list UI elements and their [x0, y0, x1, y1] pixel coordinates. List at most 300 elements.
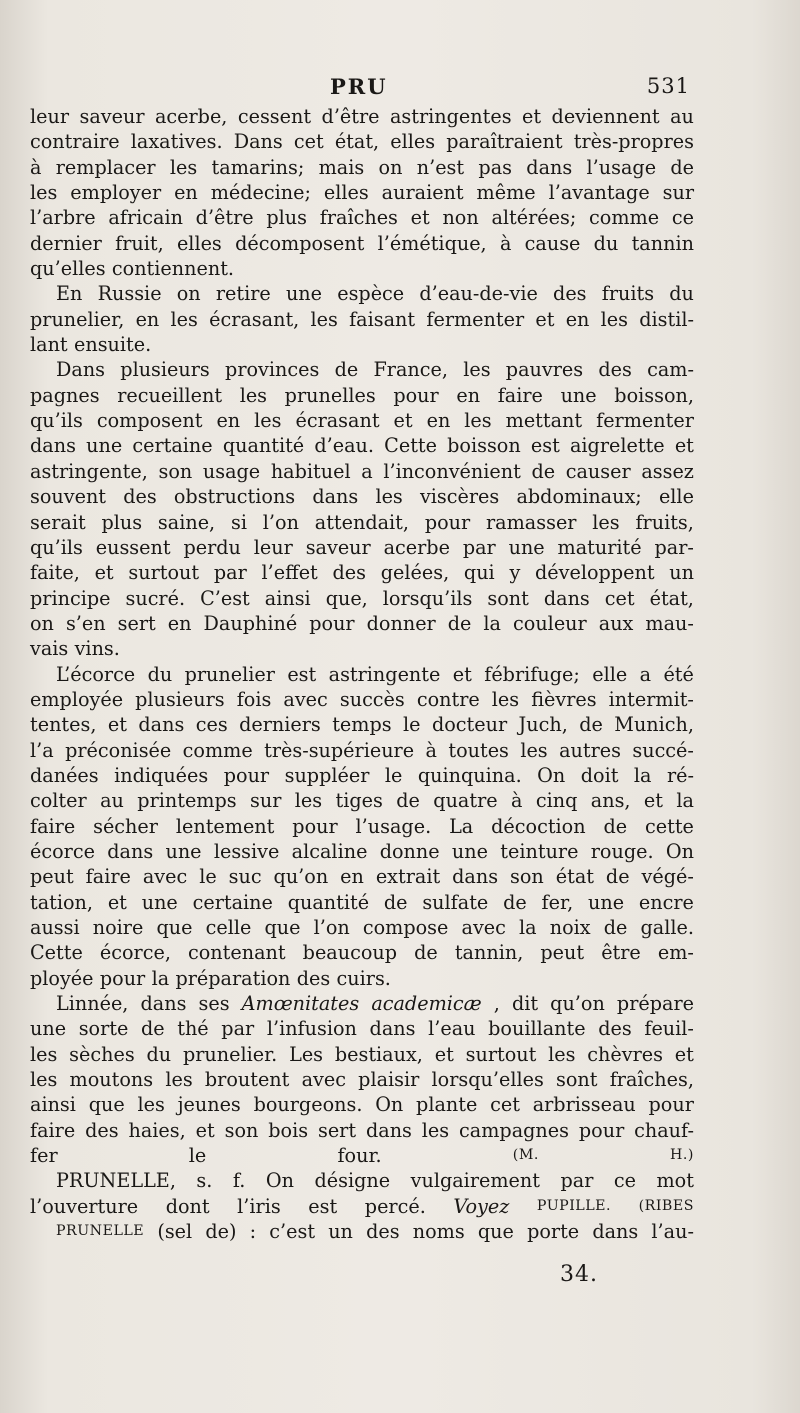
word: campagnes: [459, 1118, 569, 1142]
word: astringente: [328, 662, 441, 686]
text-line: [30, 560, 694, 585]
word: Cette: [30, 941, 83, 965]
word: saveur: [79, 105, 145, 128]
word: et: [674, 1042, 694, 1066]
word: sont: [556, 1068, 598, 1092]
word: en: [340, 865, 364, 889]
word: La: [449, 814, 474, 838]
word: tamarins;: [211, 155, 305, 179]
word: pour: [99, 966, 146, 990]
word: temps: [332, 713, 392, 737]
word: mau-: [645, 611, 694, 635]
text-line: [30, 307, 694, 332]
word: les: [137, 1093, 165, 1117]
text-line: [30, 1194, 694, 1219]
word: lessive: [213, 839, 280, 863]
word: avec: [461, 916, 506, 939]
word: danées: [30, 763, 99, 787]
word: du: [147, 662, 173, 686]
word: Voyez: [453, 1194, 510, 1218]
word: extrait: [375, 865, 441, 889]
word: vins.: [74, 637, 120, 661]
word: son: [158, 459, 193, 483]
word: saveur: [305, 535, 371, 559]
word: dans: [312, 485, 359, 509]
word: sucré.: [125, 586, 186, 610]
word: prépare: [616, 992, 694, 1016]
word: dans: [30, 434, 76, 458]
word: plusieurs: [135, 687, 225, 711]
word: boisson: [447, 434, 521, 458]
word: faire: [30, 814, 76, 838]
word: de: [503, 890, 527, 914]
word: plus: [101, 510, 143, 534]
word: les: [30, 1042, 58, 1066]
word: sert: [117, 611, 156, 635]
word: cuirs.: [336, 966, 391, 990]
word: peut: [540, 941, 585, 965]
word: sur: [250, 789, 282, 813]
word: pas: [478, 155, 512, 179]
word: des: [85, 1118, 119, 1142]
word: dans: [592, 1220, 639, 1244]
word: donner: [366, 611, 436, 635]
word: prunelles: [284, 383, 376, 407]
word: Munich,: [614, 713, 694, 737]
word: qui: [463, 561, 495, 585]
word: fer,: [541, 890, 574, 914]
text-line: [30, 738, 694, 763]
word: provinces: [225, 358, 320, 382]
word: l’iris: [237, 1194, 281, 1218]
word: cet: [604, 586, 635, 610]
word: au: [100, 789, 124, 813]
word: les: [310, 307, 338, 331]
word: :: [249, 1220, 257, 1244]
word: les: [170, 307, 198, 331]
word: Cette: [384, 434, 437, 458]
word: certaine: [132, 434, 213, 458]
word: L’écorce: [56, 662, 136, 686]
word: s.: [196, 1169, 213, 1193]
word: les: [294, 789, 323, 813]
word: des: [296, 966, 331, 990]
word: cette: [645, 814, 694, 838]
word: astringente,: [30, 459, 148, 483]
word: donne: [379, 839, 440, 863]
word: avec: [283, 687, 328, 711]
word: en: [216, 409, 241, 433]
word: de: [414, 941, 438, 965]
text-line: [30, 611, 694, 636]
word: et: [410, 206, 430, 230]
word: Dans: [56, 358, 106, 382]
word: fermenter: [426, 307, 525, 331]
text-line: [30, 940, 694, 965]
word: de: [603, 814, 628, 838]
word: celle: [205, 916, 252, 939]
word: une: [508, 535, 545, 559]
word: dans: [369, 1017, 416, 1041]
word: succès: [339, 687, 405, 711]
word: la: [519, 916, 537, 939]
word: Dans: [233, 130, 283, 154]
word: surtout: [128, 561, 200, 585]
word: les: [600, 307, 628, 331]
word: très-supérieure: [264, 738, 415, 762]
word: l’avantage: [548, 181, 650, 205]
word: la: [151, 966, 170, 990]
word: (sel: [157, 1220, 193, 1244]
word: elles: [176, 231, 222, 255]
word: derniers: [239, 713, 321, 737]
text-line: [30, 763, 694, 788]
word: couleur: [513, 611, 587, 635]
word: dans: [107, 839, 154, 863]
word: cinq: [535, 789, 578, 813]
word: d’eau-de-vie: [419, 282, 538, 306]
word: une: [30, 1017, 67, 1041]
word: le: [199, 865, 217, 889]
word: C’est: [200, 586, 250, 610]
word: fébrifuge;: [484, 662, 580, 686]
word: une: [587, 890, 625, 914]
word: d’être: [195, 206, 254, 230]
text-line: [30, 839, 694, 864]
word: végé-: [641, 865, 694, 889]
word: faire: [497, 383, 543, 407]
word: retire: [215, 282, 271, 306]
word: de: [603, 916, 628, 939]
word: bois: [268, 1118, 309, 1142]
word: paraîtraient: [446, 130, 563, 154]
word: et: [674, 434, 694, 458]
word: contiennent.: [111, 257, 235, 281]
word: dans: [452, 865, 499, 889]
word: c’est: [269, 1220, 316, 1244]
word: tannin,: [454, 941, 524, 965]
word: état,: [649, 586, 694, 610]
word: lorsqu’ils: [382, 586, 473, 610]
text-line: [30, 281, 694, 306]
word: un: [669, 561, 694, 585]
word: et: [643, 789, 663, 813]
word: a: [639, 662, 652, 686]
word: que: [156, 916, 193, 939]
word: qu’on: [550, 992, 605, 1016]
word: (M.: [512, 1147, 539, 1164]
word: pour: [648, 1093, 694, 1117]
body-text: [30, 104, 694, 1244]
word: son: [224, 1118, 259, 1142]
word: On: [375, 1093, 404, 1117]
word: PRUNELLE: [56, 1223, 145, 1240]
word: rouge.: [590, 839, 654, 863]
word: em-: [657, 941, 694, 965]
word: d’être: [321, 105, 380, 128]
text-line: [30, 890, 694, 915]
word: f.: [232, 1169, 246, 1193]
word: vais: [30, 637, 69, 661]
word: habituel: [270, 459, 351, 483]
word: les: [491, 687, 520, 711]
word: faire: [30, 1118, 76, 1142]
word: certaine: [192, 890, 273, 914]
word: aussi: [30, 916, 80, 939]
word: de: [605, 865, 630, 889]
word: les: [239, 383, 268, 407]
word: faite,: [30, 561, 80, 585]
word: que: [477, 1220, 514, 1244]
word: de: [670, 155, 694, 179]
word: les: [421, 1118, 450, 1142]
word: en: [167, 611, 192, 635]
word: contre: [416, 687, 480, 711]
word: sert: [317, 1118, 357, 1142]
word: espèce: [337, 282, 405, 306]
word: noire: [92, 916, 144, 939]
word: aigrelette: [569, 434, 665, 458]
word: fièvres: [531, 687, 597, 711]
word: gelées,: [380, 561, 450, 585]
word: ramasser: [486, 510, 577, 534]
word: de: [531, 459, 556, 483]
word: fruits: [601, 282, 655, 306]
word: leur: [253, 535, 293, 559]
word: moutons: [69, 1068, 154, 1092]
word: de: [579, 713, 603, 737]
word: l’arbre: [30, 206, 96, 230]
word: des: [598, 1017, 632, 1041]
text-line: [30, 484, 694, 509]
word: le: [403, 713, 421, 737]
word: l’émétique,: [377, 231, 487, 255]
word: l’usage.: [355, 814, 432, 838]
word: bourgeons.: [253, 1093, 363, 1117]
word: décoction: [491, 814, 586, 838]
word: quantité: [287, 890, 370, 914]
word: a: [361, 459, 373, 483]
word: colter: [30, 789, 87, 813]
word: est: [308, 1194, 338, 1218]
word: les: [463, 358, 491, 382]
word: suc: [228, 865, 262, 889]
word: PRUNELLE,: [56, 1169, 176, 1193]
word: des: [598, 358, 632, 382]
text-line: [30, 915, 694, 940]
word: perdu: [183, 535, 241, 559]
word: prunelier,: [30, 307, 125, 331]
word: fruit,: [115, 231, 164, 255]
word: prunelier: [184, 662, 275, 686]
text-line: [30, 662, 694, 687]
word: l’on: [262, 510, 299, 534]
word: Amœnitates: [241, 992, 360, 1016]
word: maturité: [557, 535, 642, 559]
word: par: [213, 561, 247, 585]
word: docteur: [431, 713, 508, 737]
text-line: [30, 1042, 694, 1067]
word: suppléer: [284, 763, 370, 787]
word: les: [30, 181, 58, 205]
text-line: [30, 433, 694, 458]
word: l’effet: [261, 561, 318, 585]
word: la: [483, 611, 501, 635]
text-line: [30, 332, 694, 357]
word: cet: [293, 130, 324, 154]
word: boisson,: [614, 383, 694, 407]
word: jeunes: [177, 1093, 241, 1117]
word: pour: [223, 763, 270, 787]
text-line: [30, 408, 694, 433]
word: On: [265, 1169, 294, 1193]
word: pour: [424, 510, 471, 534]
text-line: [30, 687, 694, 712]
word: remplacer: [55, 155, 156, 179]
word: thé: [177, 1017, 209, 1041]
word: Linnée,: [56, 992, 129, 1016]
word: et: [107, 713, 127, 737]
word: assez: [641, 459, 694, 483]
word: tiges: [335, 789, 383, 813]
word: les: [548, 1042, 576, 1066]
page-header: [30, 72, 690, 106]
word: mais: [318, 155, 365, 179]
word: sécher: [93, 814, 158, 838]
word: doit: [580, 763, 619, 787]
word: africain: [108, 206, 183, 230]
page-number: 531: [646, 74, 690, 98]
word: four.: [337, 1144, 382, 1168]
word: France,: [373, 358, 448, 382]
word: lentement: [175, 814, 275, 838]
word: bouillante: [488, 1017, 586, 1041]
word: on: [176, 282, 201, 306]
word: fermenter: [596, 409, 694, 433]
word: ré-: [666, 763, 694, 787]
word: fruits,: [635, 510, 694, 534]
word: en: [565, 307, 590, 331]
word: dans: [138, 713, 185, 737]
word: arbrisseau: [532, 1093, 636, 1117]
word: fraîches,: [609, 1068, 694, 1092]
word: dans: [140, 992, 187, 1016]
text-line: [30, 586, 694, 611]
text-line: [30, 1118, 694, 1143]
word: une: [560, 383, 597, 407]
word: percé.: [364, 1194, 426, 1218]
word: les: [254, 409, 282, 433]
word: et: [107, 890, 127, 914]
word: ans,: [590, 789, 631, 813]
word: une: [165, 839, 202, 863]
word: l’au-: [651, 1220, 694, 1244]
text-line: [30, 129, 694, 154]
word: leur: [30, 105, 70, 128]
word: on: [30, 611, 54, 635]
word: bestiaux,: [334, 1042, 423, 1066]
text-line: [30, 357, 694, 382]
word: quatre: [433, 789, 498, 813]
word: de: [140, 1017, 165, 1041]
word: H.): [670, 1147, 694, 1164]
word: la: [633, 763, 652, 787]
word: si: [230, 510, 247, 534]
text-line: [30, 510, 694, 535]
word: quantité: [222, 434, 305, 458]
word: plusieurs: [120, 358, 210, 382]
word: en: [456, 383, 481, 407]
text-line: [30, 1143, 694, 1168]
word: sulfate: [422, 890, 489, 914]
word: ce: [671, 206, 694, 230]
word: quinquina.: [417, 763, 522, 787]
word: printemps: [137, 789, 237, 813]
word: autres: [559, 738, 621, 762]
word: et: [393, 409, 413, 433]
signature-mark: 34.: [560, 1262, 598, 1287]
word: indiquées: [114, 763, 209, 787]
word: distil-: [639, 307, 694, 331]
word: ce: [613, 1169, 636, 1193]
word: même: [476, 181, 536, 205]
word: contraire: [30, 130, 120, 154]
word: par: [221, 1017, 255, 1041]
word: abdominaux;: [516, 485, 642, 509]
word: cause: [524, 231, 581, 255]
text-line: [30, 814, 694, 839]
word: du: [593, 231, 619, 255]
word: de: [396, 789, 420, 813]
word: dans: [526, 155, 573, 179]
word: sèches: [69, 1042, 135, 1066]
word: l’ouverture: [30, 1194, 139, 1218]
word: elles: [390, 130, 436, 154]
word: non: [442, 206, 479, 230]
word: les: [464, 409, 492, 433]
word: sur: [662, 181, 694, 205]
word: l’on: [313, 916, 350, 939]
word: s’en: [65, 611, 106, 635]
text-line: [30, 966, 694, 991]
word: et: [535, 307, 555, 331]
word: mot: [656, 1169, 694, 1193]
word: mettant: [505, 409, 583, 433]
word: écrasant: [295, 409, 380, 433]
word: des: [332, 561, 367, 585]
word: causer: [565, 459, 631, 483]
word: Russie: [97, 282, 162, 306]
text-line: [30, 205, 694, 230]
word: un: [328, 1220, 353, 1244]
word: pour: [578, 1118, 625, 1142]
word: acerbe: [383, 535, 450, 559]
word: de): [205, 1220, 237, 1244]
word: des: [123, 485, 157, 509]
word: En: [56, 282, 83, 306]
word: par-: [654, 535, 694, 559]
word: qu’on: [273, 865, 329, 889]
word: des: [553, 282, 587, 306]
word: fer: [30, 1144, 58, 1168]
word: est: [287, 662, 317, 686]
word: plante: [416, 1093, 478, 1117]
word: fois: [236, 687, 272, 711]
word: elles: [323, 181, 369, 205]
word: une: [86, 434, 123, 458]
word: on: [378, 155, 403, 179]
word: y: [509, 561, 521, 585]
